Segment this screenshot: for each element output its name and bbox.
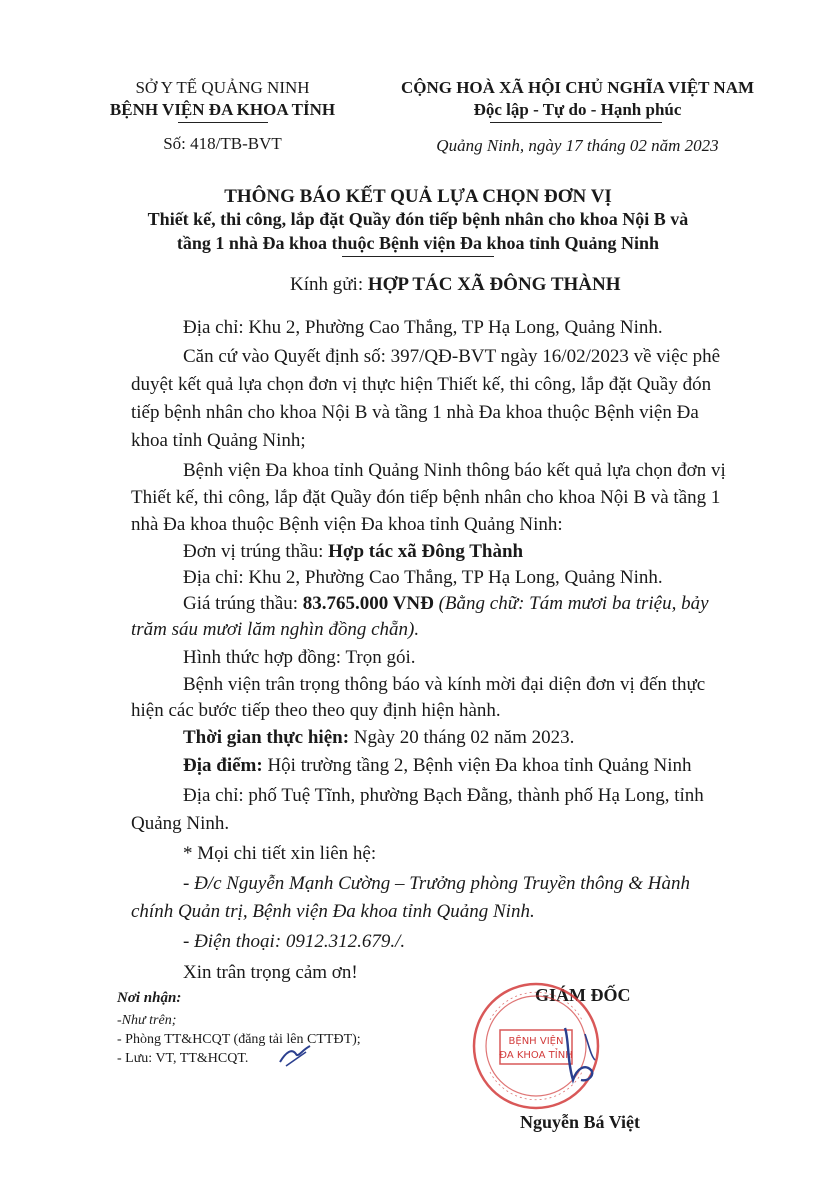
winner-address: Địa chỉ: Khu 2, Phường Cao Thắng, TP Hạ Long, Quảng Ninh. <box>183 567 663 588</box>
recipient-label: Kính gửi: <box>290 274 368 295</box>
recipients-title: Nơi nhận: <box>117 990 182 1006</box>
basis-line-1: Căn cứ vào Quyết định số: 397/QĐ-BVT ngày 16/02/2023 về việc phê <box>183 346 721 367</box>
price-line <box>183 591 709 617</box>
venue-address-2: Quảng Ninh. <box>131 813 230 834</box>
initial-mark-icon <box>276 1040 316 1070</box>
header-underline-right <box>490 122 662 123</box>
recipient-item: - Lưu: VT, TT&HCQT. <box>117 1051 249 1066</box>
basis-line-4: khoa tỉnh Quảng Ninh; <box>131 430 306 451</box>
place-and-date: Quảng Ninh, ngày 17 tháng 02 năm 2023 <box>436 136 719 155</box>
svg-text:BỆNH VIỆN: BỆNH VIỆN <box>508 1036 564 1047</box>
issuing-department: SỞ Y TẾ QUẢNG NINH <box>135 78 310 97</box>
title-underline <box>342 256 494 257</box>
issuing-hospital: BỆNH VIỆN ĐA KHOA TỈNH <box>109 100 336 119</box>
venue-label: Địa điểm: <box>183 755 268 776</box>
venue-address-1: Địa chỉ: phố Tuệ Tĩnh, phường Bạch Đằng, thành phố Hạ Long, tỉnh <box>183 785 704 806</box>
contact-header: * Mọi chi tiết xin liên hệ: <box>183 843 377 864</box>
time-value: Ngày 20 tháng 02 năm 2023. <box>353 727 575 748</box>
svg-text:ĐA KHOA TỈNH: ĐA KHOA TỈNH <box>499 1050 573 1061</box>
price-words-1: (Bằng chữ: Tám mươi ba triệu, bảy <box>438 593 709 614</box>
contact-line-1: - Đ/c Nguyễn Mạnh Cường – Trưởng phòng Truyền thông & Hành <box>183 873 691 894</box>
national-motto: Độc lập - Tự do - Hạnh phúc <box>473 100 682 119</box>
document-subtitle-line2: tầng 1 nhà Đa khoa thuộc Bệnh viện Đa khoa tỉnh Quảng Ninh <box>176 233 660 253</box>
contact-line-2: chính Quản trị, Bệnh viện Đa khoa tỉnh Quảng Ninh. <box>131 901 535 922</box>
basis-line-3: tiếp bệnh nhân cho khoa Nội B và tầng 1 nhà Đa khoa thuộc Bệnh viện Đa <box>131 402 699 423</box>
recipient-address: Địa chỉ: Khu 2, Phường Cao Thắng, TP Hạ Long, Quảng Ninh. <box>183 317 663 338</box>
winner-value: Hợp tác xã Đông Thành <box>328 541 524 562</box>
signer-name: Nguyễn Bá Việt <box>520 1112 641 1132</box>
contract-form: Hình thức hợp đồng: Trọn gói. <box>183 647 416 668</box>
notice-line-3: nhà Đa khoa thuộc Bệnh viện Đa khoa tỉnh Quảng Ninh: <box>131 514 563 535</box>
venue-line <box>183 753 691 779</box>
recipient-line <box>290 272 621 298</box>
document-title: THÔNG BÁO KẾT QUẢ LỰA CHỌN ĐƠN VỊ <box>224 186 612 207</box>
notice-line-1: Bệnh viện Đa khoa tỉnh Quảng Ninh thông báo kết quả lựa chọn đơn vị <box>183 460 726 481</box>
time-line <box>183 725 574 751</box>
country-name: CỘNG HOÀ XÃ HỘI CHỦ NGHĨA VIỆT NAM <box>400 78 755 97</box>
winner-line <box>183 539 523 565</box>
document-subtitle-line1: Thiết kế, thi công, lắp đặt Quầy đón tiếp bệnh nhân cho khoa Nội B và <box>147 209 689 229</box>
time-label: Thời gian thực hiện: <box>183 727 354 748</box>
director-signature-icon <box>555 1020 625 1090</box>
price-words-2: trăm sáu mươi lăm nghìn đồng chẵn). <box>131 619 420 640</box>
signer-role: GIÁM ĐỐC <box>535 985 631 1005</box>
invite-line-1: Bệnh viện trân trọng thông báo và kính mời đại diện đơn vị đến thực <box>183 674 706 695</box>
winner-label: Đơn vị trúng thầu: <box>183 541 329 562</box>
thanks-line: Xin trân trọng cảm ơn! <box>183 962 358 983</box>
recipient-item: - Phòng TT&HCQT (đăng tải lên CTTĐT); <box>117 1032 361 1047</box>
recipient-item: -Như trên; <box>117 1013 177 1028</box>
price-value: 83.765.000 VNĐ <box>302 593 434 614</box>
invite-line-2: hiện các bước tiếp theo theo quy định hiện hành. <box>131 700 501 721</box>
header-underline-left <box>178 122 268 123</box>
notice-line-2: Thiết kế, thi công, lắp đặt Quầy đón tiếp bệnh nhân cho khoa Nội B và tầng 1 <box>131 487 721 508</box>
basis-line-2: duyệt kết quả lựa chọn đơn vị thực hiện Thiết kế, thi công, lắp đặt Quầy đón <box>131 374 712 395</box>
price-label: Giá trúng thầu: <box>183 593 303 614</box>
venue-value: Hội trường tầng 2, Bệnh viện Đa khoa tỉnh Quảng Ninh <box>267 755 692 776</box>
document-number: Số: 418/TB-BVT <box>163 134 282 153</box>
contact-phone: - Điện thoại: 0912.312.679./. <box>183 931 406 952</box>
recipient-name: HỢP TÁC XÃ ĐÔNG THÀNH <box>367 274 621 295</box>
